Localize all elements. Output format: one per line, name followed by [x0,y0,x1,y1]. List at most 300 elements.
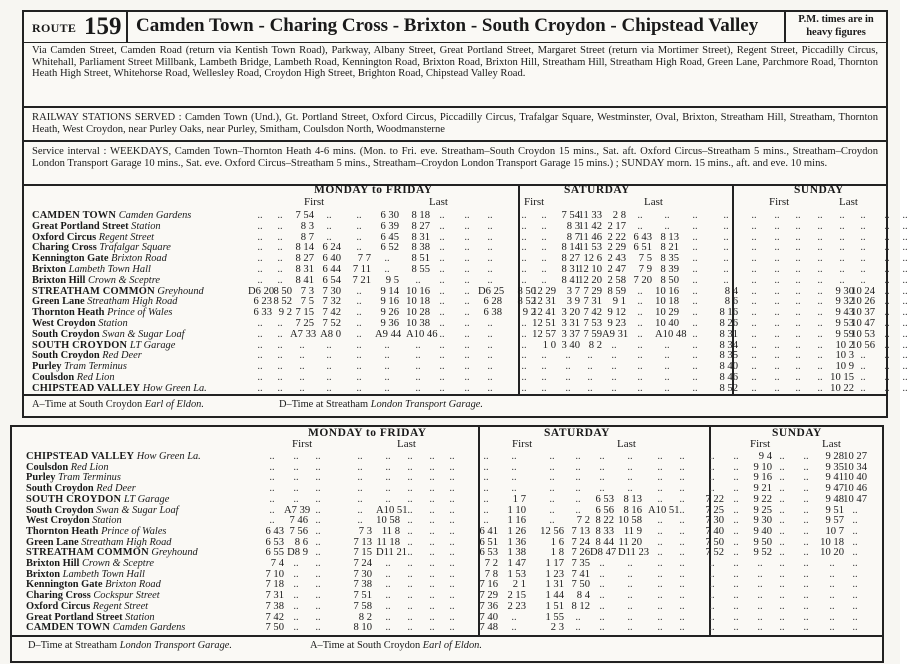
time-cell: .. [664,361,670,373]
time-cell: .. [733,590,739,602]
time-cell: .. [293,600,299,612]
time-cell: .. [587,372,593,383]
time-cell: .. [257,242,263,254]
time-cell: .. [356,210,362,221]
time-cell: .. [407,547,413,559]
time-cell: 3 7 [566,285,580,297]
time-cell: .. [549,515,555,527]
time-cell: .. [575,472,581,484]
stop-name-text: STREATHAM COMMON [26,547,149,559]
time-cell: .. [511,472,517,484]
time-cell: .. [549,493,555,505]
time-cell: .. [464,350,470,362]
time-cell: .. [269,472,275,484]
time-cell: 7 2 [484,558,498,569]
time-cell: .. [902,372,908,383]
time-cell: .. [839,220,845,232]
time-cell: .. [902,210,908,221]
time-cell: .. [357,483,363,495]
time-cell: .. [657,558,663,569]
time-cell: 8 50 [660,274,679,286]
time-cell: .. [902,274,908,286]
time-cell: .. [385,579,391,591]
time-cell: .. [464,296,470,308]
stop-location-text: Lambeth Town Hall [66,264,151,275]
time-cell: .. [439,350,445,362]
time-cell: .. [779,568,785,580]
time-cell: .. [429,536,435,548]
stop-location-text: Brixton Road [108,253,167,265]
time-cell: .. [733,536,739,548]
time-cell: .. [902,328,908,340]
time-cell: 9 28 [825,451,844,462]
time-cell: .. [817,318,823,329]
time-cell: 7 13 [571,525,590,537]
footnote-d-location: London Transport Garage. [119,640,233,651]
time-cell: .. [852,622,858,634]
time-cell: .. [293,493,299,505]
time-cell: .. [774,339,780,351]
time-cell: .. [464,220,470,232]
time-cell: 7 25 [705,504,724,516]
time-cell: 10 9 [835,361,854,373]
stop-location-text: Cockspur Street [90,590,160,602]
time-cell: .. [439,210,445,221]
time-cell: .. [902,307,908,319]
time-cell: .. [357,472,363,484]
time-cell: .. [902,382,908,394]
time-cell: .. [293,472,299,484]
time-cell: .. [779,451,785,462]
time-cell: .. [565,350,571,362]
time-cell: D6 25 [478,285,505,297]
time-cell: 9 53 [835,318,854,329]
time-cell: .. [733,493,739,505]
time-cell: .. [884,242,890,254]
time-cell: .. [679,515,685,527]
time-cell: .. [384,339,390,351]
time-cell: .. [679,525,685,537]
time-cell: .. [521,361,527,373]
time-cell: .. [829,579,835,591]
time-cell: .. [723,253,729,265]
stop-location-text: Tram Terminus [55,472,121,484]
time-cell: 8 33 [595,525,614,537]
time-cell: .. [751,231,757,243]
time-cell: .. [357,451,363,462]
time-cell: .. [429,525,435,537]
time-cell: 6 55 [265,547,284,559]
time-cell: .. [464,372,470,383]
last-label: Last [822,438,841,450]
time-cell: .. [723,220,729,232]
time-cell: 11 18 [376,536,400,548]
time-cell: .. [449,622,455,634]
time-cell: .. [627,622,633,634]
time-cell: .. [774,220,780,232]
stop-name [26,462,271,473]
time-cell: .. [817,274,823,286]
time-cell: .. [449,461,455,473]
time-cell: .. [733,600,739,612]
time-cell: .. [449,568,455,580]
time-cell: 8 22 [595,515,614,527]
time-cell: .. [692,210,698,221]
time-cell: 12 56 [540,525,564,537]
time-cell: .. [464,328,470,340]
time-cell: 6 30 [380,210,399,221]
time-cell: .. [541,264,547,275]
time-cell: .. [429,611,435,623]
time-cell: .. [257,264,263,275]
time-cell: .. [657,493,663,505]
stop-name [32,340,272,351]
time-cell: 11 8 [381,525,400,537]
time-cell: 9 47 [825,483,844,495]
time-cell: .. [692,339,698,351]
time-cell: .. [757,590,763,602]
time-cell: .. [575,461,581,473]
time-cell: .. [860,350,866,362]
time-cell: A7 39 [284,504,311,516]
time-cell: .. [587,350,593,362]
footnote-d [28,640,232,651]
time-cell: .. [803,622,809,634]
time-cell: .. [751,220,757,232]
time-cell: .. [326,339,332,351]
time-cell: 7 15 [295,307,314,319]
time-cell: .. [884,296,890,308]
time-cell: 7 52 [322,318,341,329]
stop-location-text: Crown & Sceptre [85,274,160,286]
time-cell: .. [407,461,413,473]
stop-name [26,451,271,462]
time-cell: 11 20 [618,536,642,548]
time-cell: .. [449,472,455,484]
time-cell: 9 35 [825,461,844,473]
time-cell: A8 0 [320,328,341,340]
time-cell: .. [449,590,455,602]
time-cell: .. [657,451,663,462]
time-cell: .. [429,622,435,634]
time-cell: .. [357,504,363,516]
time-cell: .. [449,558,455,569]
time-cell: 7 9 [638,264,652,275]
time-cell: 8 3 [566,220,580,232]
time-cell: 8 16 [719,307,738,319]
time-cell: .. [803,493,809,505]
stop-name-text: Great Portland Street [26,611,123,623]
time-cell: .. [795,318,801,329]
stop-location-text: Prince of Wales [104,307,173,319]
time-cell: .. [357,515,363,527]
time-cell: .. [884,264,890,275]
time-cell: .. [803,600,809,612]
time-cell: 7 48 [479,622,498,634]
stop-name-text: Oxford Circus [26,600,91,612]
stop-location-text: Regent Street [96,231,155,243]
time-cell: 6 51 [479,536,498,548]
time-cell: .. [315,579,321,591]
time-cell: .. [817,264,823,275]
time-cell: .. [839,231,845,243]
time-cell: 9 5 [385,274,399,286]
time-cell: .. [356,220,362,232]
time-cell: 11 33 [578,210,602,221]
time-cell: .. [751,328,757,340]
time-cell: .. [483,472,489,484]
time-cell: .. [487,274,493,286]
time-cell: .. [657,515,663,527]
time-cell: .. [429,515,435,527]
stop-name-text: STREATHAM COMMON [32,285,155,297]
time-cell: .. [257,339,263,351]
time-cell: .. [521,350,527,362]
stop-name [32,307,272,318]
stop-name-text: SOUTH CROYDON [26,493,122,505]
time-cell: .. [884,361,890,373]
time-cell: .. [549,451,555,462]
stop-name-text: Purley [32,361,62,373]
time-cell: .. [384,253,390,265]
time-cell: .. [439,372,445,383]
time-cell: 9 57 [825,515,844,527]
last-label: Last [397,438,416,450]
time-cell: .. [795,350,801,362]
time-cell: 9 30 [753,515,772,527]
time-cell: 7 10 [265,568,284,580]
time-cell: .. [599,579,605,591]
stop-name-text: CAMDEN TOWN [32,210,117,221]
time-cell: 10 37 [851,307,875,319]
footnote-d-text: D–Time at Streatham [28,640,118,651]
time-cell: 6 28 [483,296,502,308]
time-cell: .. [860,253,866,265]
time-cell: 12 41 [532,307,556,319]
time-cell: 8 27 [295,253,314,265]
time-cell: 7 54 [561,210,580,221]
time-cell: .. [657,590,663,602]
time-cell: .. [599,600,605,612]
stop-name [26,515,271,526]
time-cell: 1 0 [542,339,556,351]
time-cell: .. [521,382,527,394]
stop-name-text: Green Lane [26,536,79,548]
stop-location-text: Tram Terminus [61,361,127,373]
time-cell: .. [599,472,605,484]
time-cell: A10 46 [406,328,438,340]
time-cell: 7 42 [583,307,602,319]
time-cell: .. [384,372,390,383]
time-cell: .. [277,210,283,221]
time-cell: .. [803,451,809,462]
time-cell: .. [384,264,390,275]
time-cell: .. [817,231,823,243]
time-cell: 7 29 [479,590,498,602]
time-cell: A7 33 [290,328,317,340]
time-cell: 10 3 [835,350,854,362]
time-cell: .. [415,350,421,362]
time-cell: .. [902,296,908,308]
time-cell: .. [884,274,890,286]
time-cell: .. [779,461,785,473]
time-cell: 10 56 [851,339,875,351]
time-cell: 2 43 [607,253,626,265]
time-cell: .. [521,328,527,340]
time-cell: .. [429,472,435,484]
time-cell: .. [483,515,489,527]
time-cell: .. [884,382,890,394]
time-cell: .. [385,461,391,473]
time-cell: 3 20 [561,307,580,319]
time-cell: .. [692,307,698,319]
time-cell: .. [611,372,617,383]
time-cell: .. [415,382,421,394]
time-cell: 10 16 [655,285,679,297]
time-cell: .. [795,264,801,275]
time-cell: 7 35 [571,558,590,569]
time-cell: .. [521,220,527,232]
time-cell: .. [299,361,305,373]
time-cell: 2 47 [607,264,626,275]
time-cell: .. [637,318,643,329]
stop-location-text: Streatham High Road [84,296,178,308]
time-cell: 12 10 [578,264,602,275]
time-cell: .. [751,350,757,362]
time-cell: .. [464,307,470,319]
time-cell: .. [429,558,435,569]
time-cell: 1 8 [550,547,564,559]
first-label: First [512,438,533,450]
time-cell: .. [549,504,555,516]
route-label: ROUTE [32,21,77,35]
stop-location-text: Trafalgar Square [96,242,171,254]
time-cell: .. [439,328,445,340]
time-cell: .. [315,472,321,484]
time-cell: .. [511,461,517,473]
time-cell: 7 3 [358,525,372,537]
time-cell: .. [817,296,823,308]
time-cell: .. [774,361,780,373]
time-cell: .. [803,461,809,473]
time-cell: 8 6 [294,536,308,548]
stop-location-text: Swan & Sugar Loaf [99,328,185,340]
time-cell: 7 42 [265,611,284,623]
time-cell: 1 10 [507,504,526,516]
time-cell: .. [449,515,455,527]
time-cell: .. [803,483,809,495]
time-cell: .. [733,558,739,569]
time-cell: .. [483,504,489,516]
time-cell: .. [269,483,275,495]
time-cell: .. [565,372,571,383]
time-cell: 10 28 [406,307,430,319]
stop-name-text: Great Portland Street [32,220,129,232]
time-cell: .. [839,210,845,221]
time-cell: .. [709,611,715,623]
time-cell: .. [902,361,908,373]
time-cell: .. [817,285,823,297]
time-cell: .. [293,483,299,495]
footnote-a [32,399,204,410]
time-cell: .. [664,339,670,351]
time-cell: 9 1 [612,296,626,308]
time-cell: .. [803,568,809,580]
time-cell: .. [407,568,413,580]
time-cell: .. [299,350,305,362]
time-cell: .. [709,579,715,591]
time-cell: .. [751,339,757,351]
time-cell: .. [315,568,321,580]
time-cell: .. [257,231,263,243]
stop-name [32,221,272,232]
time-cell: .. [385,590,391,602]
time-cell: .. [575,622,581,634]
time-cell: .. [839,253,845,265]
time-cell: .. [356,307,362,319]
time-cell: .. [293,461,299,473]
time-cell: 8 26 [719,318,738,329]
time-cell: 8 44 [595,536,614,548]
time-cell: .. [795,220,801,232]
time-cell: 1 23 [545,568,564,580]
time-cell: .. [657,472,663,484]
time-cell: 1 16 [507,515,526,527]
time-cell: .. [751,318,757,329]
time-cell: .. [733,483,739,495]
stop-name-text: Kennington Gate [32,253,109,265]
time-cell: .. [599,483,605,495]
time-cell: .. [657,568,663,580]
time-cell: 10 53 [851,328,875,340]
stop-name [32,383,272,394]
stop-location-text: Station [95,318,128,329]
day-group-label: SUNDAY [794,184,844,196]
stop-name-text: Brixton Hill [32,274,86,286]
time-cell: .. [751,253,757,265]
time-cell: .. [415,361,421,373]
time-cell: .. [779,600,785,612]
time-cell: .. [795,382,801,394]
time-cell: 9 16 [753,472,772,484]
time-cell: .. [779,493,785,505]
time-cell: .. [637,361,643,373]
footnote-a-location: Earl of Eldon. [422,640,482,651]
time-cell: D8 9 [287,547,308,559]
time-cell: .. [257,220,263,232]
time-cell: .. [439,242,445,254]
stop-name-text: South Croydon [32,328,100,340]
time-cell: 8 14 [561,242,580,254]
time-cell: .. [852,547,858,559]
time-cell: .. [829,568,835,580]
time-cell: .. [709,461,715,473]
time-cell: .. [860,264,866,275]
time-cell: 10 58 [376,515,400,527]
time-cell: .. [795,296,801,308]
time-cell: .. [723,274,729,286]
time-cell: .. [733,547,739,559]
time-cell: 7 13 [353,536,372,548]
time-cell: .. [884,372,890,383]
stop-location-text: Red Deer [99,350,142,362]
stop-location-text: Streatham High Road [78,536,172,548]
time-cell: .. [803,515,809,527]
time-cell: .. [356,361,362,373]
time-cell: .. [357,461,363,473]
time-cell: .. [385,622,391,634]
time-cell: .. [637,382,643,394]
